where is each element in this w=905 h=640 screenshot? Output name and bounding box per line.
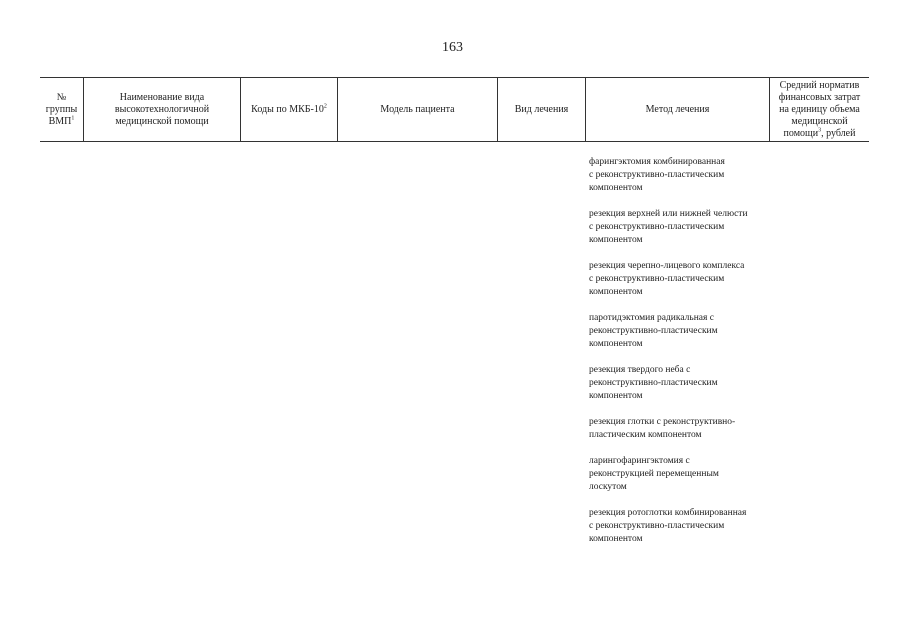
header-patient-model-label: Модель пациента [380, 103, 455, 115]
header-group-number-label: № группы ВМП [45, 91, 78, 127]
treatment-method-item: резекция глотки с реконструктивно- пластическим компонентом [589, 417, 736, 440]
treatment-method-item: резекция черепно-лицевого комплекса с реконструктивно-пластическим компонентом [589, 261, 745, 297]
footnote-2: 2 [323, 103, 327, 110]
treatment-method-item: ларингофарингэктомия с реконструкцией перемещенным лоскутом [589, 456, 719, 492]
header-care-type-name-label: Наименование вида высокотехнологичной медицинской помощи [114, 91, 210, 127]
header-icd-codes [241, 78, 338, 141]
treatment-method-item: паротидэктомия радикальная с реконструктивно-пластическим компонентом [589, 313, 718, 349]
header-icd-codes-label: Коды по МКБ-10 [251, 103, 324, 115]
treatment-method-item: резекция верхней или нижней челюсти с реконструктивно-пластическим компонентом [589, 209, 748, 245]
footnote-3: 3 [818, 127, 822, 134]
header-treatment-method [586, 78, 770, 141]
header-average-cost-suffix: , рублей [821, 127, 856, 139]
header-treatment-type-label: Вид лечения [514, 103, 569, 115]
treatment-method-item: резекция ротоглотки комбинированная с реконструктивно-пластическим компонентом [589, 508, 747, 544]
treatment-method-item: фарингэктомия комбинированная с реконструктивно-пластическим компонентом [589, 157, 725, 193]
treatment-method-list [589, 156, 779, 559]
footnote-1: 1 [71, 115, 75, 122]
header-treatment-type [498, 78, 586, 141]
page-number: 163 [442, 40, 463, 55]
treatment-method-item: резекция твердого неба с реконструктивно-пластическим компонентом [589, 365, 718, 401]
header-patient-model [338, 78, 498, 141]
table-header [40, 77, 869, 142]
header-treatment-method-label: Метод лечения [645, 103, 710, 115]
header-care-type-name [84, 78, 241, 141]
header-average-cost [770, 78, 869, 141]
header-group-number [40, 78, 84, 141]
header-average-cost-label: Средний норматив финансовых затрат на единицу объема медицинской помощи [778, 79, 861, 139]
